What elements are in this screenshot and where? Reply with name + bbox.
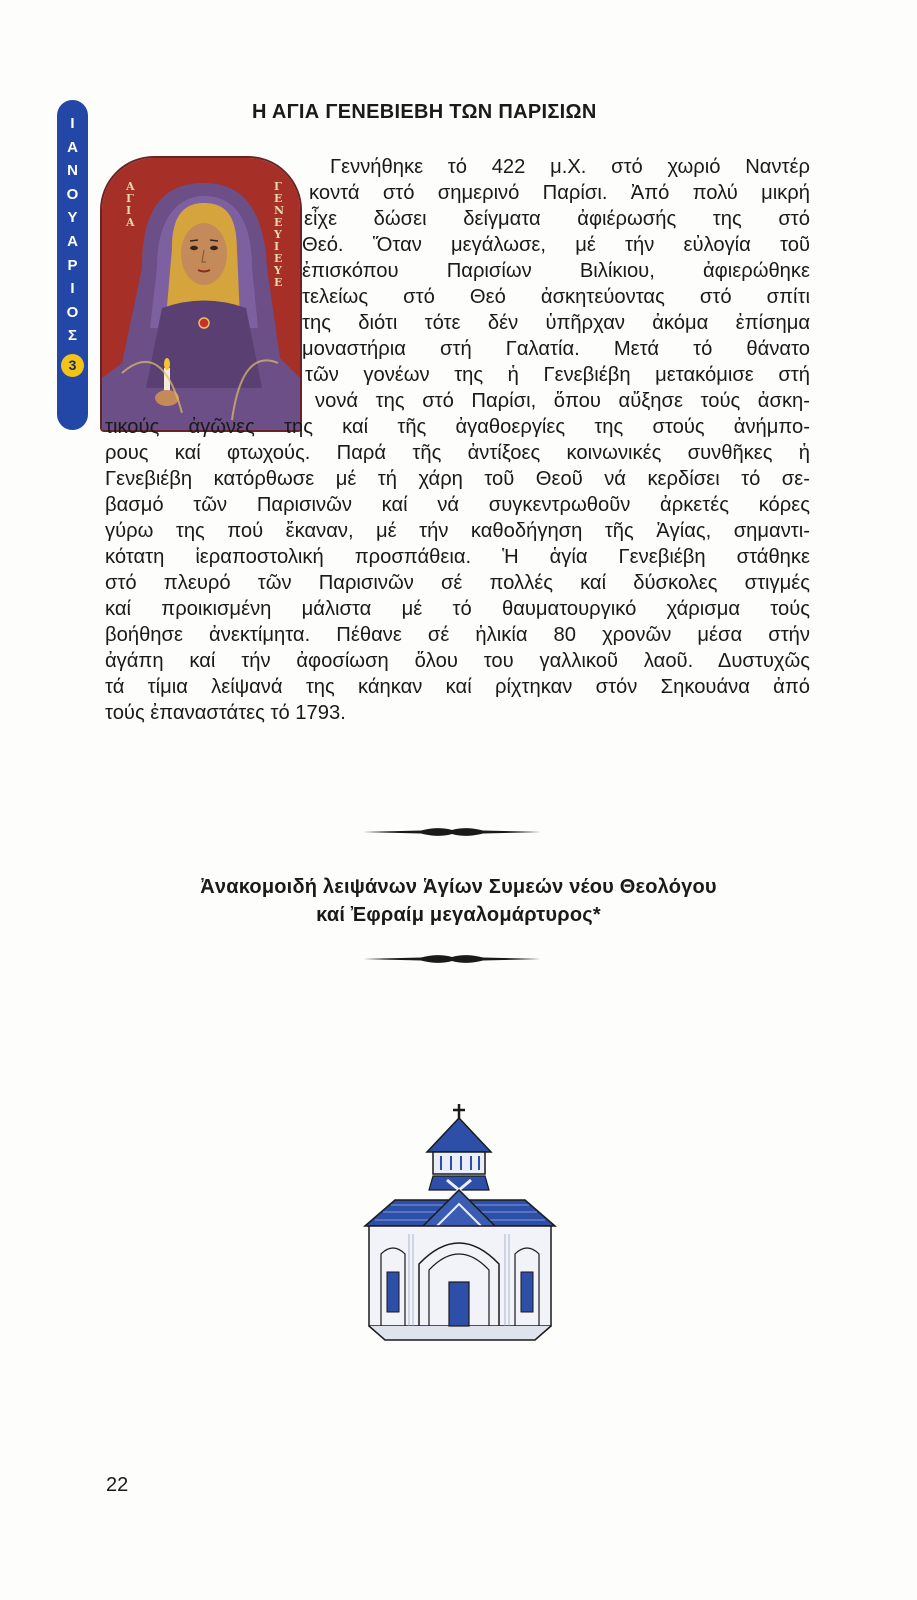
body-text-line: βασμό τῶν Παρισινῶν καί νά συγκεντρωθοῦν ἀρκετές κόρες [105, 494, 810, 516]
month-letter: Ο [66, 303, 79, 321]
page-number: 22 [106, 1474, 129, 1496]
feast-title-line: Ἀνακομοιδή λειψάνων Ἁγίων Συμεών νέου Θεολόγου [200, 876, 717, 898]
body-text-line: νονά της στό Παρίσι, ὅπου αὔξησε τούς ἀσκη- [315, 390, 810, 412]
body-text-line: τά τίμια λείψανά της κάηκαν καί ρίχτηκαν στόν Σηκουάνα ἀπό [105, 676, 810, 698]
month-letter: Α [67, 138, 78, 156]
body-text-line: της διότι τότε δέν ὑπῆρχαν ἀκόμα ἐπίσημα [302, 312, 810, 334]
feast-title-line: καί Ἐφραίμ μεγαλομάρτυρος* [316, 904, 601, 926]
saint-title: Η ΑΓΙΑ ΓΕΝΕΒΙΕΒΗ ΤΩΝ ΠΑΡΙΣΙΩΝ [252, 101, 597, 123]
body-text-line: Γεννήθηκε τό 422 μ.Χ. στό χωριό Ναντέρ [330, 156, 810, 178]
month-letter: Α [67, 232, 78, 250]
body-text-line: στό πλευρό τῶν Παρισινῶν σέ πολλές καί δύσκολες στιγμές [105, 572, 810, 594]
body-text-line: κοντά στό σημερινό Παρίσι. Ἀπό πολύ μικρή [309, 182, 810, 204]
body-text-line: τελείως στό Θεό ἀσκητεύοντας στό σπίτι [302, 286, 810, 308]
month-tab [57, 100, 88, 430]
svg-text:Γ: Γ [274, 180, 282, 193]
svg-text:Ι: Ι [274, 240, 280, 253]
month-letter: Ν [67, 162, 78, 180]
body-text-line: τῶν γονέων της ἡ Γενεβιέβη μετακόμισε στή [305, 364, 810, 386]
body-text-line: Θεό. Ὅταν μεγάλωσε, μέ τήν εὐλογία τοῦ [302, 234, 810, 256]
svg-text:Α: Α [126, 216, 135, 229]
icon-painting [102, 158, 300, 430]
body-text-line: καί προικισμένη μάλιστα μέ τό θαυματουργικό χάρισμα τούς [105, 598, 810, 620]
svg-text:Ν: Ν [274, 204, 285, 217]
ornament-divider [363, 826, 541, 838]
church-illustration [355, 1104, 565, 1360]
body-text-line: ἀγάπη καί τήν ἀφοσίωση ὅλου του γαλλικοῦ λαοῦ. Δυστυχῶς [105, 650, 810, 672]
svg-text:Υ: Υ [274, 228, 282, 241]
body-text-line: Γενεβιέβη κατόρθωσε μέ τή χάρη τοῦ Θεοῦ νά κερδίσει τό σε- [105, 468, 810, 490]
svg-text:Α: Α [126, 180, 135, 193]
body-text-line: μοναστήρια στή Γαλατία. Μετά τό θάνατο [302, 338, 810, 360]
month-letter: Ι [70, 280, 75, 298]
body-text-line: ἐπισκόπου Παρισίων Βιλίκιου, ἀφιερώθηκε [302, 260, 810, 282]
month-letter: Υ [67, 209, 78, 227]
month-letter: Ο [66, 185, 79, 203]
svg-text:Γ: Γ [126, 192, 134, 205]
body-text-line: τικούς ἀγῶνες της καί τῆς ἀγαθοεργίες της στούς ἀνήμπο- [105, 416, 810, 438]
body-text-line: εἶχε δώσει δείγματα ἀφιέρωσής της στό [304, 208, 810, 230]
body-text-line: γύρω της πού ἔκαναν, μέ τήν καθοδήγηση τῆς Ἁγίας, σημαντι- [105, 520, 810, 542]
body-text-line: βοήθησε ἀνεκτίμητα. Πέθανε σέ ἡλικία 80 χρονῶν μέσα στήν [105, 624, 810, 646]
svg-text:Υ: Υ [274, 264, 282, 277]
month-letter: Ρ [67, 256, 78, 274]
body-text-line: ρους καί φτωχούς. Παρά τῆς ἀντίξοες κοινωνικές συνθῆκες ἡ [105, 442, 810, 464]
month-letter: Σ [67, 327, 77, 345]
month-letter: Ι [70, 115, 75, 132]
body-text-line: κότατη ἱεραποστολική προσπάθεια. Ἡ ἁγία Γενεβιέβη στάθηκε [105, 546, 810, 568]
svg-text:Ε: Ε [274, 252, 283, 265]
svg-text:Ε: Ε [274, 216, 283, 229]
saint-genevieve-icon [100, 156, 302, 432]
day-number: 3 [61, 354, 84, 377]
ornament-divider [363, 953, 541, 965]
svg-text:Ι: Ι [126, 204, 132, 217]
svg-text:Ε: Ε [274, 192, 283, 205]
svg-text:Ε: Ε [274, 276, 283, 289]
body-text-line: τούς ἐπαναστάτες τό 1793. [105, 702, 346, 724]
